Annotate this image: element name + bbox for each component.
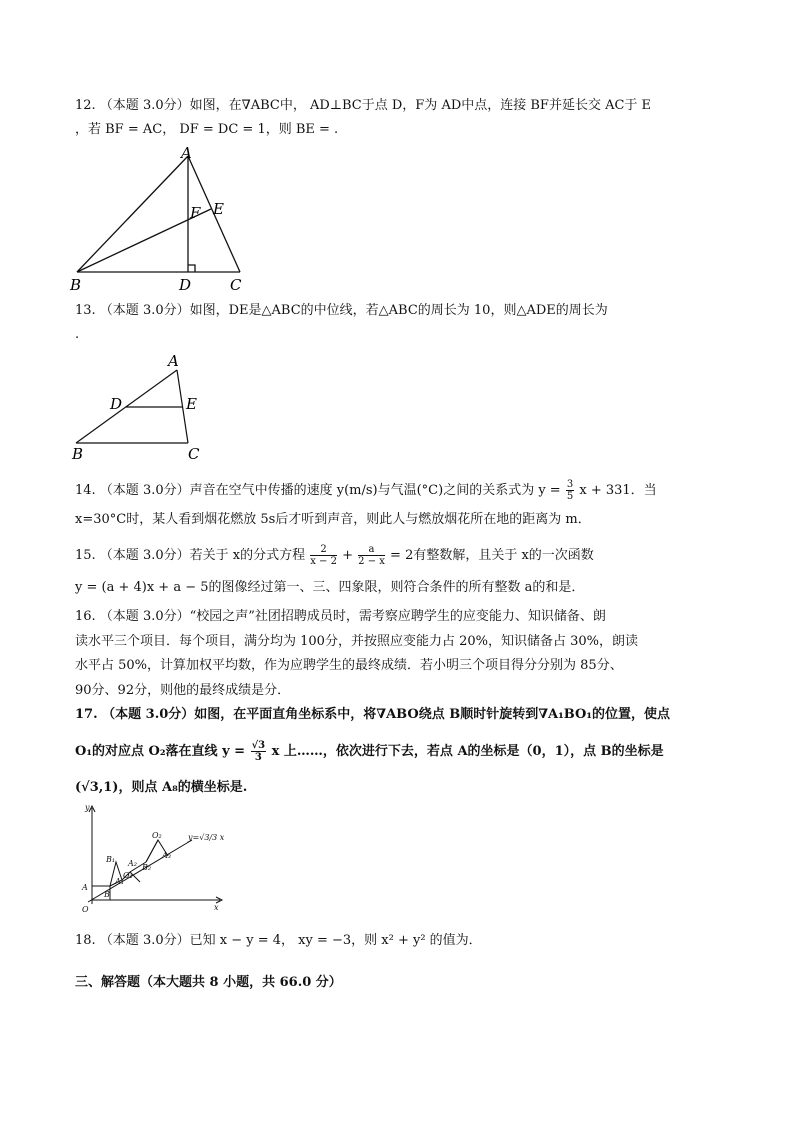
q16-line3: 水平占 50%，计算加权平均数，作为应聘学生的最终成绩．若小明三个项目得分分别为 85分、 <box>75 658 623 673</box>
q12-label-F: F <box>190 204 201 222</box>
q17-line2 <box>75 740 664 763</box>
q14-text-pre: 14. （本题 3.0分）声音在空气中传播的速度 y(m/s)与气温(°C)之间的关系式为 y = <box>75 483 565 498</box>
q14-frac-num: 3 <box>566 479 574 490</box>
q15-plus: + <box>342 548 354 563</box>
q13-triangle-figure <box>68 350 218 462</box>
q12-label-D: D <box>179 276 192 294</box>
q17-label-B: B <box>104 890 110 899</box>
q17-frac-num: √3 <box>251 740 266 751</box>
q13-label-A: A <box>168 352 179 370</box>
q12-label-E: E <box>213 200 224 218</box>
q13-label-B: B <box>72 445 84 462</box>
q12-label-B: B <box>70 276 82 294</box>
q15-f1-num: 2 <box>310 544 337 556</box>
q15-fraction-2 <box>358 544 385 567</box>
q15-line1 <box>75 544 594 567</box>
q16-line4: 90分、92分，则他的最终成绩是分． <box>75 683 291 698</box>
q14-frac-den: 5 <box>566 491 574 502</box>
q15-f1-den: x − 2 <box>310 556 337 567</box>
q12-line2: ，若 BF = AC， DF = DC = 1，则 BE = . <box>75 122 339 137</box>
q17-label-y: y <box>85 803 90 812</box>
q15-text-post: = 2有整数解，且关于 x的一次函数 <box>390 548 594 563</box>
q17-coordinate-figure <box>70 800 230 915</box>
q17-label-x: x <box>214 903 219 912</box>
q17-text-pre: O₁的对应点 O₂落在直线 y = <box>75 744 250 759</box>
q17-line1: 17. （本题 3.0分）如图，在平面直角坐标系中，将∇ABO绕点 B顺时针旋转到∇A₁BO₁的位置，使点 <box>75 707 671 722</box>
q12-triangle-figure <box>68 142 248 294</box>
q12-label-A: A <box>181 144 192 162</box>
q14-line1 <box>75 479 657 502</box>
q17-frac-den: 3 <box>254 752 262 763</box>
q13-label-C: C <box>188 445 200 462</box>
q14-text-post: x + 331．当 <box>579 483 657 498</box>
q14-fraction <box>566 479 574 502</box>
q13-line1: 13. （本题 3.0分）如图，DE是△ABC的中位线，若△ABC的周长为 10，则△ADE的周长为 <box>75 303 608 318</box>
q15-text-pre: 15. （本题 3.0分）若关于 x的分式方程 <box>75 548 306 563</box>
q15-f2-den: 2 − x <box>358 556 385 567</box>
q17-label-A: A <box>82 883 88 892</box>
q18-line1: 18. （本题 3.0分）已知 x − y = 4， xy = −3，则 x² + y² 的值为． <box>75 933 482 948</box>
q17-label-A3: A₃ <box>162 851 171 860</box>
q14-line2: x=30°C时，某人看到烟花燃放 5s后才听到声音，则此人与燃放烟花所在地的距离为 m． <box>75 512 591 527</box>
q17-label-A2: A₂ <box>128 859 137 868</box>
q17-label-O1: O₁ <box>123 871 133 880</box>
q13-label-E: E <box>186 395 197 413</box>
q17-label-A1: A₁ <box>115 877 124 886</box>
q13-label-D: D <box>110 395 123 413</box>
q17-label-B2: B₂ <box>142 863 152 872</box>
q13-line2: . <box>75 327 80 342</box>
q16-line2: 读水平三个项目．每个项目，满分均为 100分，并按照应变能力占 20%，知识储备占 30%，朗读 <box>75 634 638 649</box>
q17-label-O2: O₂ <box>152 831 162 840</box>
q12-label-C: C <box>230 276 242 294</box>
q17-text-post: x 上……，依次进行下去，若点 A的坐标是（0，1），点 B的坐标是 <box>271 744 664 759</box>
q15-line2: y = (a + 4)x + a − 5的图像经过第一、三、四象限，则符合条件的所有整数 a的和是． <box>75 580 585 595</box>
q15-f2-num: a <box>358 544 385 556</box>
q17-line3: (√3,1)，则点 A₈的横坐标是. <box>75 780 248 795</box>
q12-line1: 12. （本题 3.0分）如图，在∇ABC中， AD⊥BC于点 D，F为 AD中点，连接 BF并延长交 AC于 E <box>75 98 652 113</box>
q17-line-equation: y=√3/3 x <box>188 833 225 842</box>
q17-fraction <box>251 740 267 763</box>
q15-fraction-1 <box>310 544 337 567</box>
q16-line1: 16. （本题 3.0分）“校园之声”社团招聘成员时，需考察应聘学生的应变能力、知识储备、朗 <box>75 609 606 624</box>
section3-title: 三、解答题（本大题共 8 小题，共 66.0 分） <box>75 975 342 990</box>
q17-label-O: O <box>82 905 89 914</box>
q17-label-B1: B₁ <box>106 855 116 864</box>
